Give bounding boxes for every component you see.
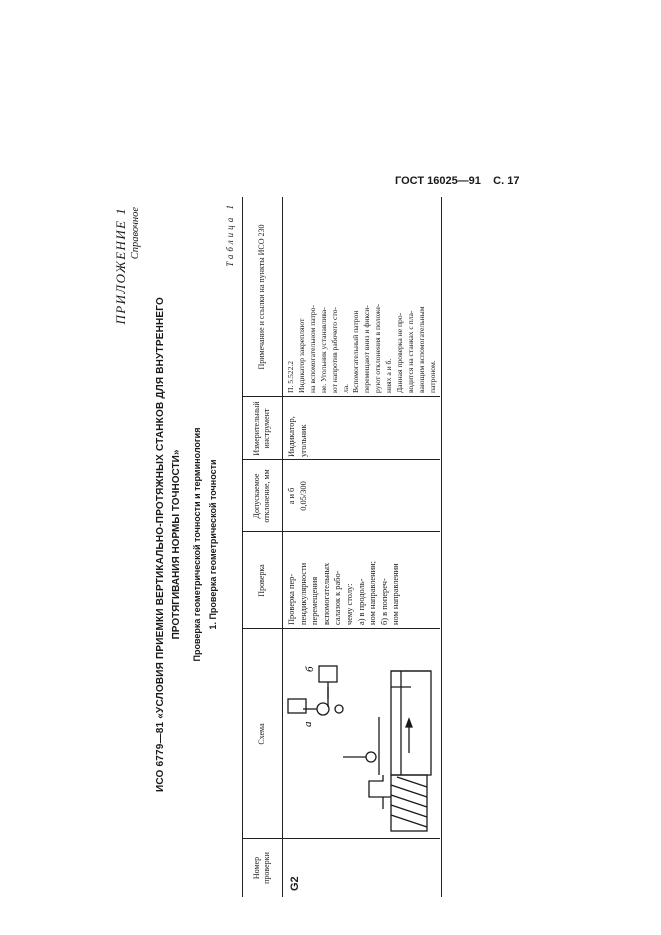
header-notes: Примечание и ссылки на пункты ИСО 230 xyxy=(257,224,266,370)
note-line: Вспомогательный патрон xyxy=(351,310,361,393)
check-line: а) в продоль- xyxy=(356,578,366,625)
tolerance-value xyxy=(286,462,309,530)
table-caption: Таблица 1 xyxy=(225,202,235,267)
appendix-subtitle: Справочное xyxy=(130,207,141,260)
scheme-drawing xyxy=(283,631,438,837)
check-line: ном направлении xyxy=(391,563,401,625)
page-header xyxy=(395,175,615,187)
check-line: вспомогательных xyxy=(321,562,331,625)
note-line: ниях а и б. xyxy=(384,358,394,393)
header-check: Проверка xyxy=(257,564,266,597)
note-line: ют напротив рабочего сто- xyxy=(329,307,339,393)
column-divider xyxy=(242,459,440,460)
instrument-line: Индикатор, xyxy=(287,416,296,457)
tolerance-line: а и б xyxy=(287,487,296,505)
note-line: на вспомогательном патро- xyxy=(307,305,317,393)
note-line: перемещают вниз и фикси- xyxy=(362,305,372,393)
instrument-line: угольник xyxy=(298,424,308,457)
column-divider xyxy=(242,628,440,629)
note-line: Индикатор закрепляют xyxy=(296,318,306,393)
rotated-content xyxy=(110,197,440,897)
note-line: патроном. xyxy=(427,360,437,393)
header-scheme: Схема xyxy=(257,723,266,745)
note-line: П. 5.522.2 xyxy=(286,360,295,393)
note-line: Данная проверка не про- xyxy=(395,312,405,393)
check-line: пендикулярности xyxy=(298,562,308,625)
check-number: G2 xyxy=(289,876,301,891)
standard-number: ГОСТ 16025—91 xyxy=(395,175,481,187)
check-line: салазок к рабо- xyxy=(333,570,343,625)
note-line: руют отклонения в положе- xyxy=(373,303,383,393)
subsection-title: 1. Проверка геометрической точности xyxy=(208,459,218,630)
scheme-label-a: а xyxy=(302,721,314,727)
note-line: не. Угольник устанавлива- xyxy=(318,307,328,393)
check-line: Проверка пер- xyxy=(287,573,296,625)
document-title-line1: ИСО 6779—81 «УСЛОВИЯ ПРИЕМКИ ВЕРТИКАЛЬНО-ПРОТЯЖНЫХ СТАНКОВ ДЛЯ ВНУТРЕННЕГО xyxy=(155,297,166,792)
check-line: перемещения xyxy=(310,576,320,625)
section-title: Проверка геометрической точности и терминология xyxy=(192,427,202,662)
scheme-label-b: б xyxy=(304,666,316,672)
tolerance-line: 0,05/300 xyxy=(298,481,308,511)
appendix-title: ПРИЛОЖЕНИЕ 1 xyxy=(113,207,128,325)
page-number: С. 17 xyxy=(493,175,520,187)
header-tolerance: Допускаемое отклонение, мм xyxy=(252,469,271,523)
header-number: Номер проверки xyxy=(252,852,271,884)
check-line: б) в попереч- xyxy=(379,578,389,625)
note-line: вающим вспомогательным xyxy=(416,306,426,393)
check-line: чему столу: xyxy=(344,583,354,625)
check-line: ном направлении; xyxy=(368,561,378,625)
note-line: водится на станках с пла- xyxy=(405,310,415,393)
column-divider xyxy=(242,396,440,397)
header-instrument: Измерительный инструмент xyxy=(252,401,271,456)
column-divider xyxy=(242,838,440,839)
instrument-value xyxy=(286,399,309,457)
check-description xyxy=(286,533,402,625)
document-title-line2: ПРОТЯГИВАНИЯ НОРМЫ ТОЧНОСТИ» xyxy=(171,449,182,640)
notes-value xyxy=(286,203,439,393)
column-divider xyxy=(242,531,440,532)
note-line: ла. xyxy=(340,383,350,393)
